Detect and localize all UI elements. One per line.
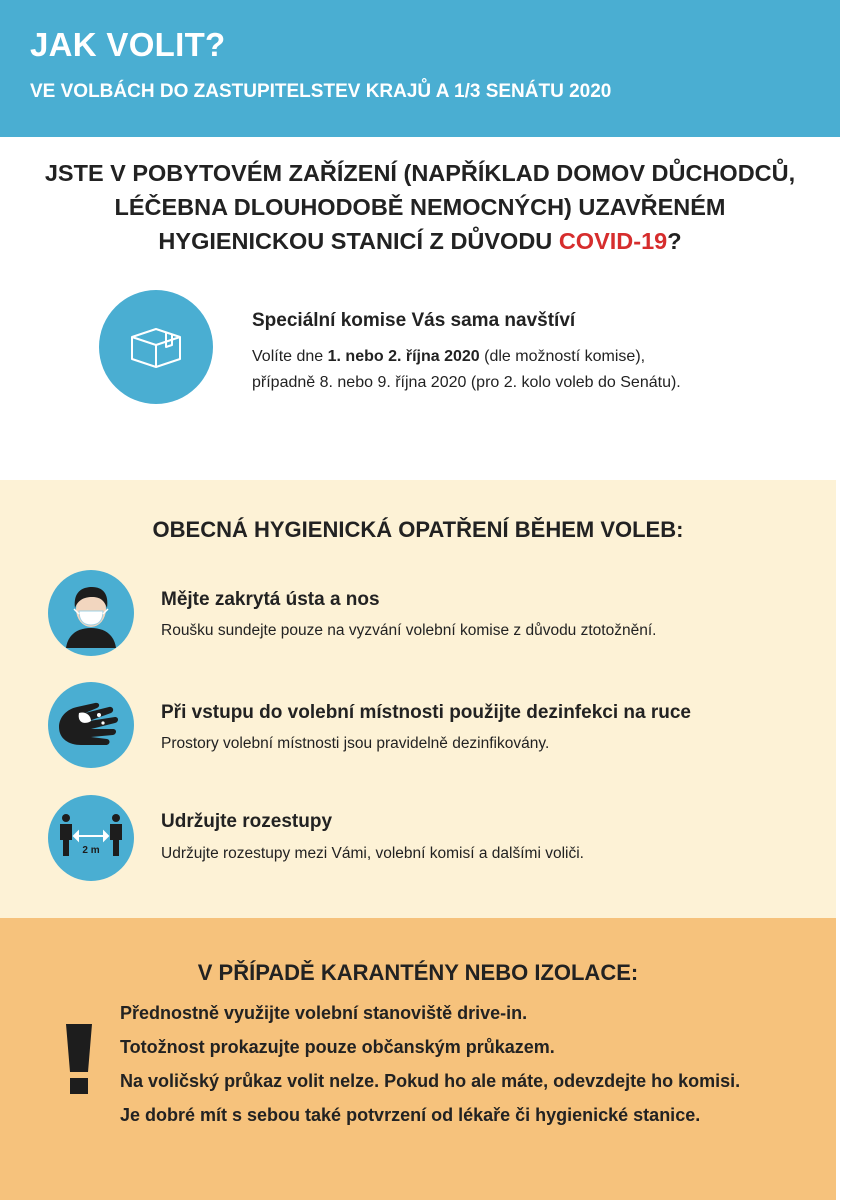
covid-highlight: COVID-19: [558, 228, 668, 254]
disinfection-title: Při vstupu do volební místnosti použijte dezinfekci na ruce: [161, 702, 691, 723]
special-visit-title: Speciální komise Vás sama navštíví: [252, 310, 576, 331]
special-visit-dates: 1. nebo 2. října 2020: [327, 348, 480, 365]
hygiene-heading: OBECNÁ HYGIENICKÁ OPATŘENÍ BĚHEM VOLEB:: [152, 517, 684, 542]
special-visit-text: [252, 344, 792, 396]
question-line-3: [20, 224, 820, 258]
question-heading: [20, 156, 820, 258]
question-line-1: JSTE V POBYTOVÉM ZAŘÍZENÍ (NAPŘÍKLAD DOMOV DŮCHODCŮ,: [44, 160, 796, 186]
page-title: JAK VOLIT?: [30, 26, 226, 63]
header-banner: [0, 0, 840, 137]
exclamation-icon: [62, 1022, 96, 1096]
quarantine-item: Na voličský průkaz volit nelze. Pokud ho ale máte, odevzdejte ho komisi.: [120, 1071, 741, 1091]
mask-title: Mějte zakrytá ústa a nos: [161, 589, 380, 610]
distance-title: Udržujte rozestupy: [161, 811, 333, 832]
question-line-3-suffix: ?: [667, 228, 682, 254]
special-visit-line-2: případně 8. nebo 9. října 2020 (pro 2. kolo voleb do Senátu).: [252, 374, 681, 391]
quarantine-list: [120, 999, 820, 1135]
special-visit-line-1: [252, 344, 792, 370]
hand-disinfection-icon: [48, 682, 134, 768]
disinfection-text: Prostory volební místnosti jsou pravidelně dezinfikovány.: [161, 735, 550, 752]
distance-text: Udržujte rozestupy mezi Vámi, volební komisí a dalšími voliči.: [161, 845, 584, 862]
quarantine-heading: V PŘÍPADĚ KARANTÉNY NEBO IZOLACE:: [197, 960, 639, 985]
special-visit-line-1-prefix: Volíte dne: [252, 348, 328, 365]
social-distance-icon: [48, 795, 134, 881]
question-line-3-prefix: HYGIENICKOU STANICÍ Z DŮVODU: [158, 228, 559, 254]
face-mask-icon: [48, 570, 134, 656]
box-icon: [99, 290, 213, 404]
quarantine-item: Totožnost prokazujte pouze občanským průkazem.: [120, 1037, 555, 1057]
quarantine-item: Přednostně využijte volební stanoviště drive-in.: [120, 1003, 528, 1023]
distance-label: 2 m: [82, 845, 100, 856]
special-visit-line-1-suffix: (dle možností komise),: [479, 348, 646, 365]
quarantine-item: Je dobré mít s sebou také potvrzení od lékaře či hygienické stanice.: [120, 1105, 701, 1125]
mask-text: Roušku sundejte pouze na vyzvání volební komise z důvodu ztotožnění.: [161, 622, 657, 639]
question-line-2: LÉČEBNA DLOUHODOBĚ NEMOCNÝCH) UZAVŘENÉM: [114, 194, 726, 220]
page-subtitle: VE VOLBÁCH DO ZASTUPITELSTEV KRAJŮ A 1/3 SENÁTU 2020: [30, 81, 612, 102]
